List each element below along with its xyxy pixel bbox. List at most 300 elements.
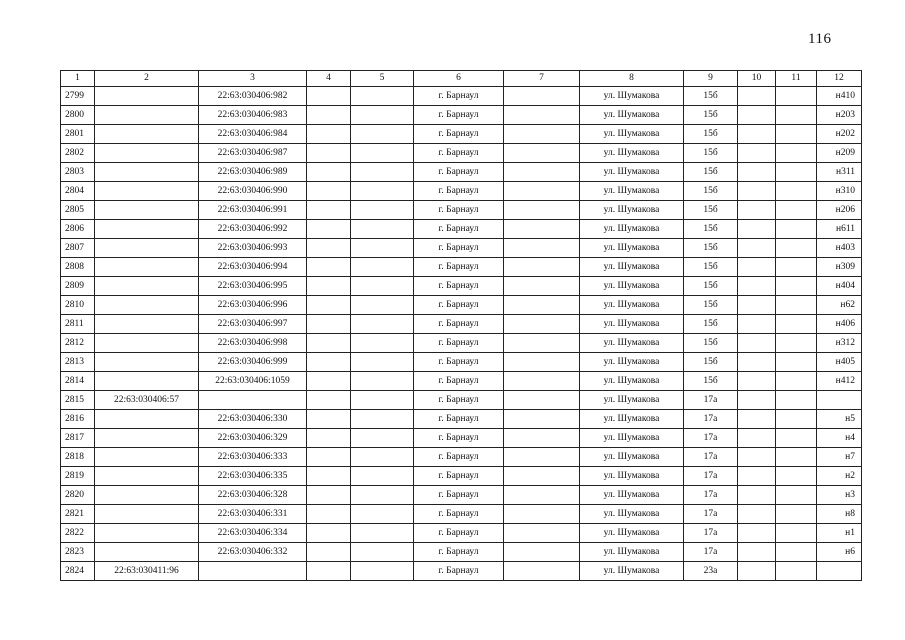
- cell-premises-number: н209: [817, 144, 862, 163]
- cell-cadastral-number-parcel: [95, 448, 199, 467]
- cell-row-number: 2815: [61, 391, 95, 410]
- cell-col-10: [738, 505, 776, 524]
- cell-city: г. Барнаул: [414, 315, 504, 334]
- cell-cadastral-number-parcel: [95, 315, 199, 334]
- cell-city: г. Барнаул: [414, 543, 504, 562]
- cell-col-5: [351, 467, 414, 486]
- cell-house-number: 17а: [684, 486, 738, 505]
- cell-col-5: [351, 353, 414, 372]
- cell-cadastral-number-parcel: [95, 239, 199, 258]
- cell-col-10: [738, 125, 776, 144]
- cell-row-number: 2814: [61, 372, 95, 391]
- cell-premises-number: н406: [817, 315, 862, 334]
- cell-city: г. Барнаул: [414, 524, 504, 543]
- cell-premises-number: н2: [817, 467, 862, 486]
- cell-col-4: [307, 296, 351, 315]
- cell-col-4: [307, 372, 351, 391]
- cell-house-number: 15б: [684, 239, 738, 258]
- cell-cadastral-number-premises: 22:63:030406:994: [199, 258, 307, 277]
- table-row: [61, 296, 862, 315]
- cell-premises-number: н310: [817, 182, 862, 201]
- cell-col-4: [307, 182, 351, 201]
- cell-col-7: [504, 467, 580, 486]
- cell-house-number: 15б: [684, 258, 738, 277]
- cell-cadastral-number-premises: [199, 391, 307, 410]
- cell-premises-number: н1: [817, 524, 862, 543]
- cell-col-5: [351, 543, 414, 562]
- column-header-3: 3: [199, 71, 307, 87]
- cell-cadastral-number-parcel: [95, 429, 199, 448]
- cell-city: г. Барнаул: [414, 296, 504, 315]
- column-header-2: 2: [95, 71, 199, 87]
- table-row: [61, 106, 862, 125]
- table-row: [61, 410, 862, 429]
- cell-cadastral-number-premises: 22:63:030406:997: [199, 315, 307, 334]
- cell-street: ул. Шумакова: [580, 391, 684, 410]
- cell-cadastral-number-parcel: [95, 201, 199, 220]
- cell-cadastral-number-parcel: [95, 505, 199, 524]
- table-row: [61, 239, 862, 258]
- cell-house-number: 17а: [684, 429, 738, 448]
- cell-col-10: [738, 372, 776, 391]
- cell-city: г. Барнаул: [414, 562, 504, 581]
- cell-row-number: 2817: [61, 429, 95, 448]
- cell-col-10: [738, 467, 776, 486]
- cell-col-4: [307, 277, 351, 296]
- cell-cadastral-number-premises: 22:63:030406:987: [199, 144, 307, 163]
- cell-col-4: [307, 258, 351, 277]
- cell-col-7: [504, 410, 580, 429]
- cell-street: ул. Шумакова: [580, 448, 684, 467]
- cell-house-number: 15б: [684, 277, 738, 296]
- cell-street: ул. Шумакова: [580, 296, 684, 315]
- cell-col-5: [351, 125, 414, 144]
- cell-row-number: 2811: [61, 315, 95, 334]
- cell-cadastral-number-premises: 22:63:030406:332: [199, 543, 307, 562]
- cell-col-5: [351, 201, 414, 220]
- cell-col-10: [738, 87, 776, 106]
- cell-house-number: 15б: [684, 372, 738, 391]
- cell-row-number: 2813: [61, 353, 95, 372]
- cell-col-10: [738, 334, 776, 353]
- cell-cadastral-number-parcel: [95, 144, 199, 163]
- cell-cadastral-number-parcel: [95, 334, 199, 353]
- cell-col-10: [738, 391, 776, 410]
- cell-premises-number: н611: [817, 220, 862, 239]
- cell-city: г. Барнаул: [414, 163, 504, 182]
- cell-premises-number: н404: [817, 277, 862, 296]
- cell-col-4: [307, 543, 351, 562]
- cell-premises-number: н7: [817, 448, 862, 467]
- cell-street: ул. Шумакова: [580, 258, 684, 277]
- cell-col-11: [776, 125, 817, 144]
- cell-col-4: [307, 334, 351, 353]
- cell-cadastral-number-premises: 22:63:030406:999: [199, 353, 307, 372]
- table-row: [61, 353, 862, 372]
- cell-premises-number: н206: [817, 201, 862, 220]
- cell-col-11: [776, 391, 817, 410]
- cell-col-5: [351, 391, 414, 410]
- cell-premises-number: [817, 562, 862, 581]
- cell-row-number: 2819: [61, 467, 95, 486]
- cell-city: г. Барнаул: [414, 220, 504, 239]
- cell-premises-number: н403: [817, 239, 862, 258]
- cell-street: ул. Шумакова: [580, 277, 684, 296]
- cell-col-7: [504, 524, 580, 543]
- cell-house-number: 15б: [684, 315, 738, 334]
- cell-col-4: [307, 410, 351, 429]
- cell-col-11: [776, 486, 817, 505]
- cell-col-10: [738, 163, 776, 182]
- cell-street: ул. Шумакова: [580, 334, 684, 353]
- cell-premises-number: н5: [817, 410, 862, 429]
- cell-col-7: [504, 239, 580, 258]
- cell-street: ул. Шумакова: [580, 220, 684, 239]
- cell-premises-number: н203: [817, 106, 862, 125]
- column-header-10: 10: [738, 71, 776, 87]
- cell-city: г. Барнаул: [414, 505, 504, 524]
- cell-col-11: [776, 258, 817, 277]
- cell-cadastral-number-parcel: [95, 486, 199, 505]
- cell-col-4: [307, 429, 351, 448]
- table-row: [61, 87, 862, 106]
- cell-house-number: 15б: [684, 296, 738, 315]
- cell-col-10: [738, 315, 776, 334]
- cell-col-5: [351, 448, 414, 467]
- cell-premises-number: н311: [817, 163, 862, 182]
- cell-col-4: [307, 315, 351, 334]
- cell-col-10: [738, 448, 776, 467]
- cell-col-5: [351, 372, 414, 391]
- cell-house-number: 15б: [684, 334, 738, 353]
- cell-col-7: [504, 220, 580, 239]
- cell-row-number: 2810: [61, 296, 95, 315]
- cell-col-11: [776, 334, 817, 353]
- cell-house-number: 15б: [684, 220, 738, 239]
- cell-house-number: 15б: [684, 163, 738, 182]
- cell-house-number: 17а: [684, 505, 738, 524]
- cell-city: г. Барнаул: [414, 372, 504, 391]
- cell-cadastral-number-premises: 22:63:030406:992: [199, 220, 307, 239]
- cell-col-5: [351, 505, 414, 524]
- cell-cadastral-number-parcel: 22:63:030411:96: [95, 562, 199, 581]
- cell-col-10: [738, 239, 776, 258]
- column-header-1: 1: [61, 71, 95, 87]
- cell-city: г. Барнаул: [414, 106, 504, 125]
- cell-row-number: 2809: [61, 277, 95, 296]
- cell-col-10: [738, 543, 776, 562]
- cell-house-number: 23а: [684, 562, 738, 581]
- cell-city: г. Барнаул: [414, 87, 504, 106]
- table-row: [61, 486, 862, 505]
- cell-col-4: [307, 106, 351, 125]
- column-header-7: 7: [504, 71, 580, 87]
- cell-premises-number: н8: [817, 505, 862, 524]
- cell-col-7: [504, 448, 580, 467]
- cell-col-11: [776, 277, 817, 296]
- cell-premises-number: н6: [817, 543, 862, 562]
- cell-premises-number: н3: [817, 486, 862, 505]
- table-row: [61, 144, 862, 163]
- cell-street: ул. Шумакова: [580, 353, 684, 372]
- table-row: [61, 201, 862, 220]
- column-header-5: 5: [351, 71, 414, 87]
- table-row: [61, 334, 862, 353]
- cell-city: г. Барнаул: [414, 334, 504, 353]
- cell-col-5: [351, 277, 414, 296]
- table-row: [61, 562, 862, 581]
- cell-col-5: [351, 258, 414, 277]
- cell-row-number: 2805: [61, 201, 95, 220]
- cell-col-7: [504, 201, 580, 220]
- cell-street: ул. Шумакова: [580, 524, 684, 543]
- cell-street: ул. Шумакова: [580, 106, 684, 125]
- cell-col-4: [307, 163, 351, 182]
- cell-city: г. Барнаул: [414, 429, 504, 448]
- cell-cadastral-number-premises: 22:63:030406:996: [199, 296, 307, 315]
- cell-row-number: 2801: [61, 125, 95, 144]
- cell-col-5: [351, 220, 414, 239]
- cell-row-number: 2824: [61, 562, 95, 581]
- cell-city: г. Барнаул: [414, 486, 504, 505]
- cell-cadastral-number-parcel: [95, 163, 199, 182]
- cell-cadastral-number-parcel: [95, 220, 199, 239]
- cell-cadastral-number-premises: 22:63:030406:982: [199, 87, 307, 106]
- cell-cadastral-number-parcel: [95, 277, 199, 296]
- cell-col-5: [351, 334, 414, 353]
- cell-city: г. Барнаул: [414, 125, 504, 144]
- cell-col-7: [504, 562, 580, 581]
- cell-col-11: [776, 182, 817, 201]
- table-row: [61, 258, 862, 277]
- cell-col-7: [504, 315, 580, 334]
- page-number: 116: [808, 31, 832, 47]
- cell-col-7: [504, 429, 580, 448]
- cell-house-number: 17а: [684, 448, 738, 467]
- cell-row-number: 2821: [61, 505, 95, 524]
- cell-cadastral-number-parcel: [95, 87, 199, 106]
- cell-cadastral-number-premises: 22:63:030406:984: [199, 125, 307, 144]
- cell-city: г. Барнаул: [414, 353, 504, 372]
- cell-city: г. Барнаул: [414, 182, 504, 201]
- cell-row-number: 2804: [61, 182, 95, 201]
- cell-house-number: 17а: [684, 410, 738, 429]
- table-body: [61, 87, 862, 581]
- cell-row-number: 2816: [61, 410, 95, 429]
- cell-col-4: [307, 505, 351, 524]
- cell-row-number: 2806: [61, 220, 95, 239]
- cell-cadastral-number-premises: 22:63:030406:329: [199, 429, 307, 448]
- cell-street: ул. Шумакова: [580, 239, 684, 258]
- cell-col-7: [504, 182, 580, 201]
- cell-col-4: [307, 220, 351, 239]
- cell-col-5: [351, 410, 414, 429]
- cell-street: ул. Шумакова: [580, 543, 684, 562]
- cell-cadastral-number-premises: 22:63:030406:333: [199, 448, 307, 467]
- table-row: [61, 163, 862, 182]
- table-row: [61, 543, 862, 562]
- cell-col-5: [351, 315, 414, 334]
- cell-col-5: [351, 524, 414, 543]
- cell-house-number: 15б: [684, 201, 738, 220]
- cell-premises-number: [817, 391, 862, 410]
- cell-col-10: [738, 353, 776, 372]
- cell-col-11: [776, 163, 817, 182]
- cell-col-4: [307, 125, 351, 144]
- table-row: [61, 315, 862, 334]
- cell-col-7: [504, 296, 580, 315]
- cell-col-4: [307, 239, 351, 258]
- cell-premises-number: н410: [817, 87, 862, 106]
- cell-cadastral-number-parcel: [95, 543, 199, 562]
- cell-city: г. Барнаул: [414, 201, 504, 220]
- cell-premises-number: н405: [817, 353, 862, 372]
- cell-col-5: [351, 239, 414, 258]
- cell-col-5: [351, 163, 414, 182]
- cell-col-11: [776, 448, 817, 467]
- cell-cadastral-number-premises: 22:63:030406:993: [199, 239, 307, 258]
- cell-street: ул. Шумакова: [580, 372, 684, 391]
- cell-house-number: 17а: [684, 391, 738, 410]
- cell-col-4: [307, 201, 351, 220]
- cell-row-number: 2822: [61, 524, 95, 543]
- cell-street: ул. Шумакова: [580, 163, 684, 182]
- cell-col-10: [738, 277, 776, 296]
- column-header-4: 4: [307, 71, 351, 87]
- cell-row-number: 2799: [61, 87, 95, 106]
- cell-cadastral-number-parcel: 22:63:030406:57: [95, 391, 199, 410]
- cell-premises-number: н202: [817, 125, 862, 144]
- cell-city: г. Барнаул: [414, 277, 504, 296]
- cell-cadastral-number-premises: 22:63:030406:991: [199, 201, 307, 220]
- table-row: [61, 125, 862, 144]
- cell-house-number: 15б: [684, 125, 738, 144]
- cell-cadastral-number-premises: 22:63:030406:989: [199, 163, 307, 182]
- cell-col-4: [307, 467, 351, 486]
- cell-city: г. Барнаул: [414, 391, 504, 410]
- table-row: [61, 429, 862, 448]
- cell-col-5: [351, 486, 414, 505]
- cell-house-number: 15б: [684, 87, 738, 106]
- cell-col-11: [776, 372, 817, 391]
- cell-cadastral-number-premises: 22:63:030406:331: [199, 505, 307, 524]
- cell-premises-number: н4: [817, 429, 862, 448]
- cell-street: ул. Шумакова: [580, 410, 684, 429]
- cell-col-11: [776, 296, 817, 315]
- cell-col-7: [504, 258, 580, 277]
- cell-col-10: [738, 296, 776, 315]
- cell-street: ул. Шумакова: [580, 467, 684, 486]
- cell-cadastral-number-parcel: [95, 467, 199, 486]
- cell-col-11: [776, 429, 817, 448]
- table-row: [61, 391, 862, 410]
- cell-house-number: 15б: [684, 144, 738, 163]
- cell-cadastral-number-parcel: [95, 296, 199, 315]
- column-header-9: 9: [684, 71, 738, 87]
- cell-col-4: [307, 353, 351, 372]
- cell-col-7: [504, 334, 580, 353]
- cell-cadastral-number-parcel: [95, 410, 199, 429]
- cell-col-5: [351, 429, 414, 448]
- cell-col-11: [776, 524, 817, 543]
- cell-row-number: 2818: [61, 448, 95, 467]
- cell-col-11: [776, 505, 817, 524]
- cell-house-number: 15б: [684, 353, 738, 372]
- cell-premises-number: н309: [817, 258, 862, 277]
- cell-cadastral-number-parcel: [95, 106, 199, 125]
- cell-col-11: [776, 106, 817, 125]
- table-row: [61, 372, 862, 391]
- cell-col-7: [504, 353, 580, 372]
- cell-col-7: [504, 505, 580, 524]
- cell-house-number: 17а: [684, 467, 738, 486]
- column-header-12: 12: [817, 71, 862, 87]
- cell-cadastral-number-parcel: [95, 353, 199, 372]
- cell-house-number: 15б: [684, 106, 738, 125]
- table-header-row: [61, 71, 862, 87]
- cell-col-4: [307, 524, 351, 543]
- table-row: [61, 182, 862, 201]
- cell-street: ул. Шумакова: [580, 562, 684, 581]
- cell-col-11: [776, 543, 817, 562]
- cell-col-10: [738, 429, 776, 448]
- cell-cadastral-number-premises: [199, 562, 307, 581]
- cell-cadastral-number-parcel: [95, 125, 199, 144]
- cell-col-7: [504, 163, 580, 182]
- cell-cadastral-number-parcel: [95, 258, 199, 277]
- cell-cadastral-number-parcel: [95, 524, 199, 543]
- cell-house-number: 15б: [684, 182, 738, 201]
- cell-street: ул. Шумакова: [580, 125, 684, 144]
- cell-street: ул. Шумакова: [580, 505, 684, 524]
- registry-table: [60, 70, 862, 581]
- cell-street: ул. Шумакова: [580, 201, 684, 220]
- cell-col-10: [738, 144, 776, 163]
- cell-col-7: [504, 87, 580, 106]
- cell-col-10: [738, 410, 776, 429]
- cell-city: г. Барнаул: [414, 467, 504, 486]
- cell-city: г. Барнаул: [414, 410, 504, 429]
- table-row: [61, 277, 862, 296]
- cell-col-5: [351, 106, 414, 125]
- cell-col-10: [738, 524, 776, 543]
- table-row: [61, 448, 862, 467]
- cell-col-7: [504, 125, 580, 144]
- cell-cadastral-number-premises: 22:63:030406:335: [199, 467, 307, 486]
- cell-col-10: [738, 201, 776, 220]
- cell-col-11: [776, 467, 817, 486]
- table-row: [61, 467, 862, 486]
- cell-col-11: [776, 410, 817, 429]
- cell-col-10: [738, 182, 776, 201]
- column-header-8: 8: [580, 71, 684, 87]
- cell-col-7: [504, 391, 580, 410]
- cell-house-number: 17а: [684, 524, 738, 543]
- cell-cadastral-number-premises: 22:63:030406:998: [199, 334, 307, 353]
- table-row: [61, 220, 862, 239]
- cell-city: г. Барнаул: [414, 448, 504, 467]
- cell-col-11: [776, 353, 817, 372]
- cell-cadastral-number-premises: 22:63:030406:983: [199, 106, 307, 125]
- cell-col-10: [738, 106, 776, 125]
- table-row: [61, 524, 862, 543]
- cell-premises-number: н412: [817, 372, 862, 391]
- cell-row-number: 2808: [61, 258, 95, 277]
- cell-row-number: 2807: [61, 239, 95, 258]
- cell-col-11: [776, 562, 817, 581]
- cell-col-5: [351, 87, 414, 106]
- cell-col-10: [738, 258, 776, 277]
